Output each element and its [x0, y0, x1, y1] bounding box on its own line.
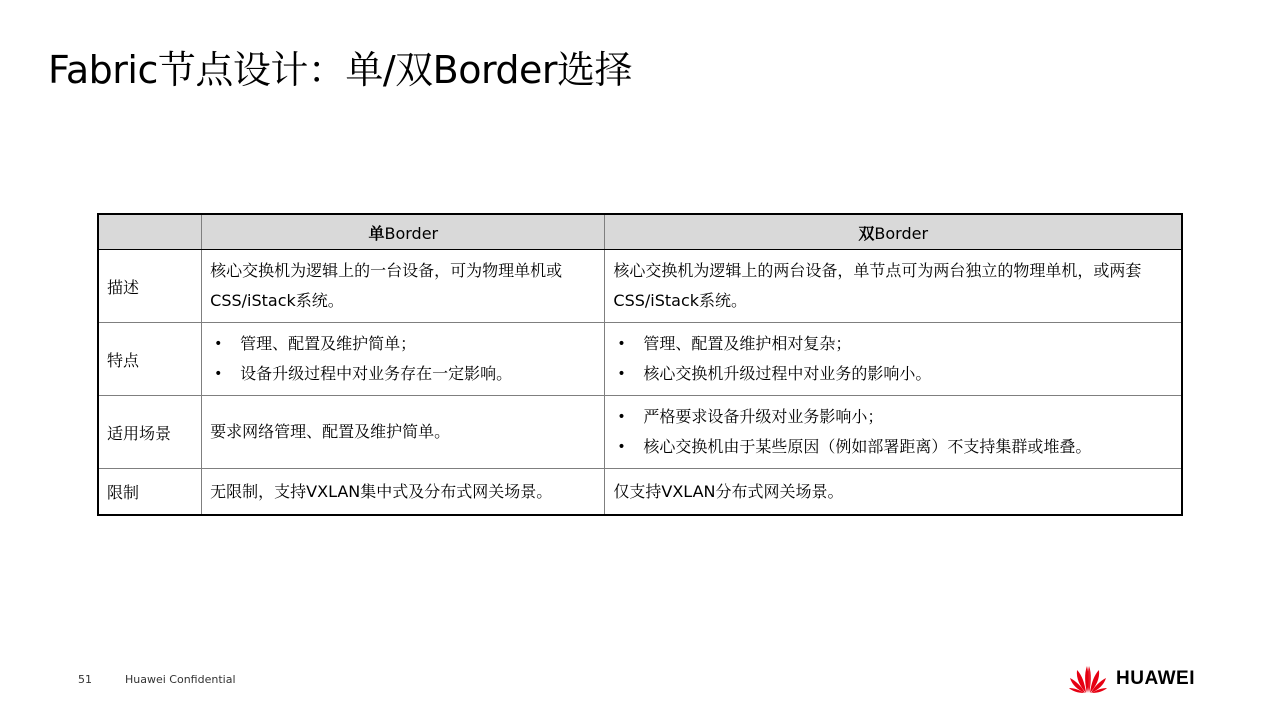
list-item [210, 329, 596, 359]
header-single-rest: Border [384, 223, 439, 243]
confidential-label: Huawei Confidential [125, 673, 236, 686]
cell-single-limitations-text: 无限制，支持VXLAN集中式及分布式网关场景。 [210, 481, 553, 501]
list-item-text: 核心交换机由于某些原因（例如部署距离）不支持集群或堆叠。 [643, 437, 1092, 456]
bullet-icon: • [617, 439, 626, 455]
list-item-text: 管理、配置及维护简单； [240, 334, 417, 353]
huawei-logo [1068, 662, 1195, 696]
table-row-scenarios [98, 396, 1182, 469]
page-number: 51 [78, 673, 92, 686]
header-single-border [202, 214, 605, 250]
cell-single-scenarios-text: 要求网络管理、配置及维护简单。 [210, 422, 451, 441]
cell-dual-description-text: 核心交换机为逻辑上的两台设备，单节点可为两台独立的物理单机，或两套CSS/iStack系统。 [613, 261, 1142, 310]
header-single-strong: 单 [368, 223, 385, 243]
list-item [210, 359, 596, 389]
cell-dual-limitations-text: 仅支持VXLAN分布式网关场景。 [613, 481, 844, 501]
row-label-scenarios: 适用场景 [98, 396, 202, 469]
header-dual-strong: 双 [858, 223, 875, 243]
cell-single-scenarios [202, 396, 605, 469]
bullet-icon: • [214, 336, 223, 352]
row-label-features: 特点 [98, 323, 202, 396]
bullet-list [613, 329, 1173, 389]
cell-dual-scenarios [605, 396, 1182, 469]
table-row-description [98, 250, 1182, 323]
cell-single-limitations [202, 469, 605, 516]
bullet-icon: • [617, 336, 626, 352]
list-item [613, 432, 1173, 462]
huawei-wordmark: HUAWEI [1116, 668, 1195, 689]
bullet-icon: • [214, 366, 223, 382]
table-header-row [98, 214, 1182, 250]
slide-title: Fabric节点设计：单/双Border选择 [48, 48, 633, 92]
cell-dual-limitations [605, 469, 1182, 516]
row-label-limitations: 限制 [98, 469, 202, 516]
list-item-text: 管理、配置及维护相对复杂； [643, 334, 852, 353]
header-empty-cell [98, 214, 202, 250]
header-dual-border [605, 214, 1182, 250]
cell-single-description [202, 250, 605, 323]
list-item [613, 402, 1173, 432]
bullet-list [613, 402, 1173, 462]
cell-single-description-text: 核心交换机为逻辑上的一台设备，可为物理单机或CSS/iStack系统。 [210, 261, 563, 310]
list-item-text: 设备升级过程中对业务存在一定影响。 [240, 364, 513, 383]
list-item-text: 严格要求设备升级对业务影响小； [643, 407, 884, 426]
list-item-text: 核心交换机升级过程中对业务的影响小。 [643, 364, 932, 383]
bullet-icon: • [617, 366, 626, 382]
cell-dual-description [605, 250, 1182, 323]
huawei-flower-icon [1068, 664, 1108, 694]
cell-single-features [202, 323, 605, 396]
bullet-list [210, 329, 596, 389]
bullet-icon: • [617, 409, 626, 425]
list-item [613, 359, 1173, 389]
comparison-table [97, 213, 1183, 516]
cell-dual-features [605, 323, 1182, 396]
header-dual-rest: Border [874, 223, 929, 243]
table-row-limitations [98, 469, 1182, 516]
list-item [613, 329, 1173, 359]
table-row-features [98, 323, 1182, 396]
row-label-description: 描述 [98, 250, 202, 323]
